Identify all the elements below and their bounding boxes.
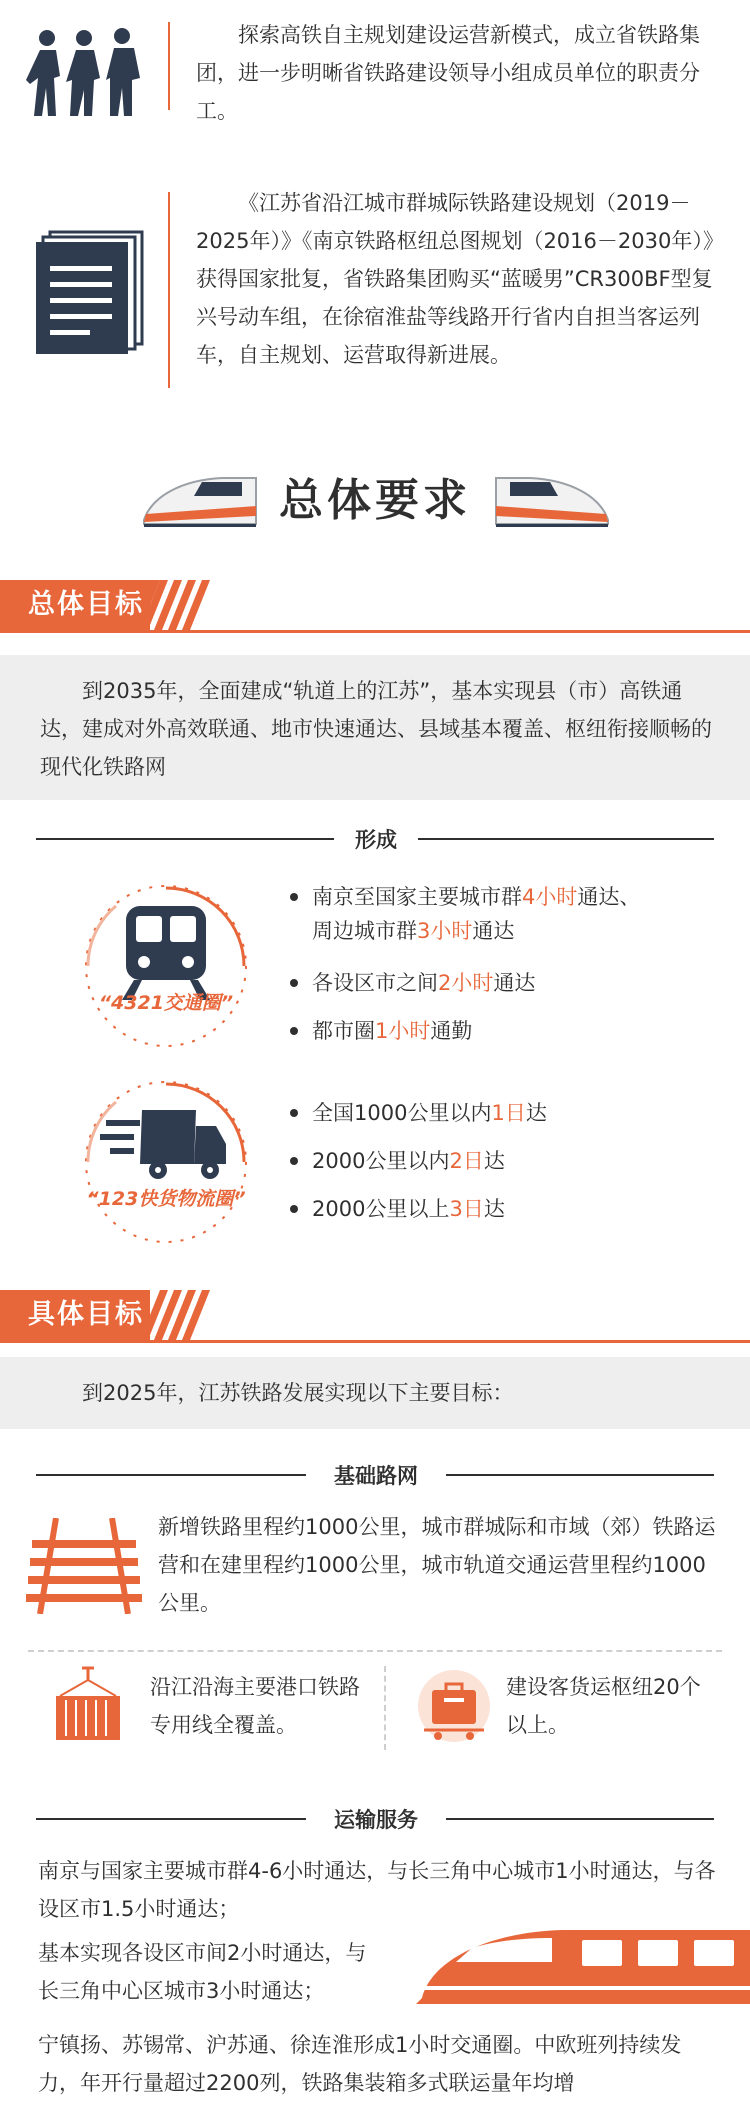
divider-line-right (446, 1474, 714, 1476)
dashed-separator (384, 1666, 386, 1750)
dashed-separator (28, 1650, 722, 1652)
circle-4321-graphic (76, 876, 256, 1056)
section-tab-label: 总体目标 (0, 580, 150, 630)
divider-title-network: 基础路网 (334, 1464, 418, 1488)
divider-line-right (418, 838, 714, 840)
list-item: 南京至国家主要城市群4小时通达、 周边城市群3小时通达 (290, 880, 710, 948)
train-head-icon (142, 474, 258, 528)
tab-stripes (150, 580, 210, 630)
circle-123-caption: “123快货物流圈” (86, 1188, 246, 1210)
tab-stripes (150, 1290, 210, 1340)
divider-title-service: 运输服务 (334, 1808, 418, 1832)
list-item: 全国1000公里以内1日达 (290, 1096, 710, 1130)
train-front-icon (122, 906, 210, 1000)
railway-track-icon (26, 1518, 142, 1614)
intro-divider-1 (168, 22, 170, 110)
section-underline (0, 1340, 750, 1343)
section-tab-label: 具体目标 (0, 1290, 150, 1340)
intro-paragraph-2: 《江苏省沿江城市群城际铁路建设规划（2019－2025年）》《南京铁路枢纽总图规划（2016－2030年）》获得国家批复，省铁路集团购买“蓝暖男”CR300BF型复兴号动车组，在徐宿淮盐等线路开行省内自担当客运列车，自主规划、运营取得新进展。 (196, 191, 724, 367)
intro-divider-2 (168, 192, 170, 388)
service-text-3: 宁镇扬、苏锡常、沪苏通、徐连淮形成1小时交通圈。中欧班列持续发力，年开行量超过2200列，铁路集装箱多式联运量年均增 (38, 2033, 682, 2095)
section-tab-overall-goal (0, 580, 210, 630)
section-tab-specific-goal (0, 1290, 210, 1340)
documents-icon (36, 230, 146, 354)
divider-title-formation: 形成 (355, 828, 397, 852)
specific-intro-text: 到2025年，江苏铁路发展实现以下主要目标： (82, 1381, 514, 1405)
service-text-2: 基本实现各设区市间2小时通达，与长三角中心区城市3小时通达； (38, 1941, 367, 2003)
banner-title: 总体要求 (279, 475, 471, 526)
hub-text: 建设客货运枢纽20个以上。 (506, 1675, 701, 1737)
list-item: 2000公里以内2日达 (290, 1144, 710, 1178)
pedestrians-icon (22, 28, 148, 120)
overall-goal-text: 到2035年，全面建成“轨道上的江苏”，基本实现县（市）高铁通达，建成对外高效联通、地市快速通达、县域基本覆盖、枢纽衔接顺畅的现代化铁路网 (40, 679, 712, 779)
shipping-container-icon (52, 1666, 124, 1744)
bullet-train-icon (402, 1918, 750, 2014)
intro-paragraph-1: 探索高铁自主规划建设运营新模式，成立省铁路集团，进一步明晰省铁路建设领导小组成员单位的职责分工。 (196, 23, 700, 123)
divider-line-right (446, 1818, 714, 1820)
delivery-truck-icon (100, 1110, 226, 1179)
service-text-1: 南京与国家主要城市群4-6小时通达，与长三角中心城市1小时通达，与各设区市1.5小时通达； (38, 1859, 716, 1921)
section-underline (0, 630, 750, 633)
divider-line-left (36, 838, 334, 840)
list-item: 2000公里以上3日达 (290, 1192, 710, 1226)
rail-network-text: 新增铁路里程约1000公里，城市群城际和市域（郊）铁路运营和在建里程约1000公里，城市轨道交通运营里程约1000公里。 (158, 1515, 716, 1615)
train-head-icon (494, 474, 610, 528)
circle-4321-caption: “4321交通圈” (98, 992, 234, 1014)
list-item: 都市圈1小时通勤 (290, 1014, 710, 1048)
port-text: 沿江沿海主要港口铁路专用线全覆盖。 (150, 1675, 360, 1737)
divider-line-left (36, 1474, 306, 1476)
circle-123-graphic (76, 1072, 256, 1252)
divider-line-left (36, 1818, 306, 1820)
list-item: 各设区市之间2小时通达 (290, 966, 710, 1000)
luggage-cart-icon (416, 1668, 492, 1744)
